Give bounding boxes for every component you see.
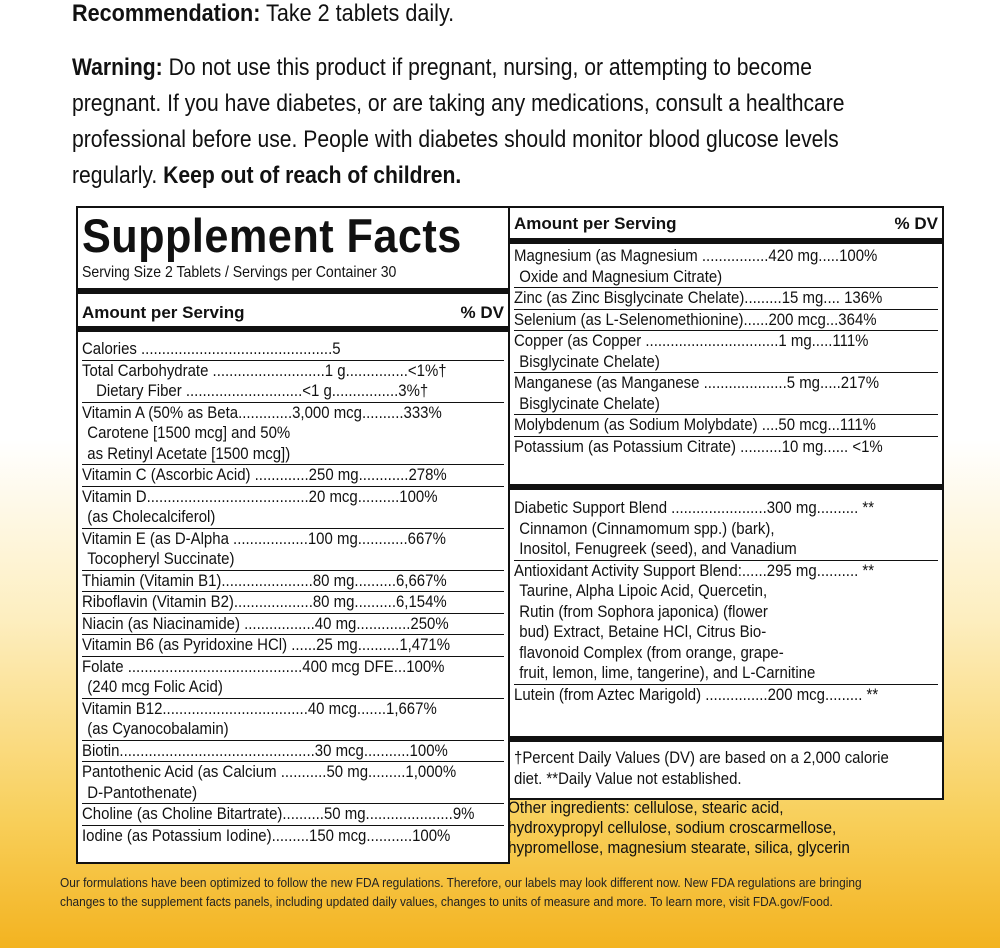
nutrient-row xyxy=(82,507,504,529)
nutrient-row-text: Niacin (as Niacinamide) .................40 mg.............250% xyxy=(82,613,449,633)
left-nutrient-rows xyxy=(82,339,504,846)
nutrient-row xyxy=(82,762,504,783)
nutrient-row xyxy=(514,352,938,374)
nutrient-row xyxy=(82,804,504,826)
nutrient-row-text: Oxide and Magnesium Citrate) xyxy=(519,266,723,286)
recommendation xyxy=(72,0,942,32)
supplement-facts-right-panel xyxy=(508,206,944,800)
nutrient-row-text: Bisglycinate Chelate) xyxy=(519,351,660,371)
nutrient-row xyxy=(82,571,504,593)
nutrient-row-text: Copper (as Copper ................................1 mg.....111% xyxy=(514,331,869,350)
other-ingredients-line-1: Other ingredients: cellulose, stearic acid, xyxy=(508,798,784,817)
nutrient-row-text: Total Carbohydrate ...........................1 g...............<1%† xyxy=(82,360,447,380)
warning-line-3: professional before use. People with diabetes should monitor blood glucose levels xyxy=(72,126,839,153)
fda-notice-line-2: changes to the supplement facts panels, including updated daily values, changes to units of measure and more. To learn more, visit FDA.gov/Food. xyxy=(60,895,833,909)
nutrient-row-text: (as Cholecalciferol) xyxy=(87,507,216,526)
footnote-dv: †Percent Daily Values (DV) are based on a 2,000 calorie xyxy=(514,748,889,767)
nutrient-row-text: flavonoid Complex (from orange, grape- xyxy=(519,642,784,662)
amount-per-serving-label: Amount per Serving xyxy=(514,214,677,233)
nutrient-row xyxy=(82,361,504,382)
warning-emphasis: Keep out of reach of children. xyxy=(163,162,462,189)
nutrient-row-text: Folate ..........................................400 mcg DFE...100% xyxy=(82,656,445,676)
supplement-facts-left-panel xyxy=(76,206,510,864)
nutrient-row-text: Selenium (as L-Selenomethionine)......200 mcg...364% xyxy=(514,309,877,329)
nutrient-row-text: Potassium (as Potassium Citrate) ..........10 mg...... <1% xyxy=(514,436,883,456)
nutrient-row-text: Inositol, Fenugreek (seed), and Vanadium xyxy=(519,539,797,558)
footnotes xyxy=(514,748,938,789)
nutrient-row-text: Cinnamon (Cinnamomum spp.) (bark), xyxy=(519,518,775,538)
nutrient-row-text: Zinc (as Zinc Bisglycinate Chelate).........15 mg.... 136% xyxy=(514,288,883,307)
nutrient-row xyxy=(82,741,504,763)
nutrient-row-text: Antioxidant Activity Support Blend:......295 mg.......... ** xyxy=(514,560,875,580)
other-ingredients-line-2: hydroxypropyl cellulose, sodium croscarmellose, xyxy=(508,818,837,837)
thick-divider xyxy=(510,484,942,490)
dv-label: % DV xyxy=(460,303,504,322)
nutrient-row-text: Manganese (as Manganese ....................5 mg.....217% xyxy=(514,373,880,392)
nutrient-row-text: Vitamin D.......................................20 mcg..........100% xyxy=(82,486,438,506)
nutrient-row xyxy=(514,519,938,540)
nutrient-row-text: Lutein (from Aztec Marigold) ...............200 mcg......... ** xyxy=(514,684,879,704)
nutrient-row xyxy=(82,529,504,550)
thick-divider xyxy=(78,326,508,332)
nutrient-row xyxy=(82,549,504,571)
nutrient-row xyxy=(82,783,504,805)
nutrient-row xyxy=(514,539,938,561)
thick-divider xyxy=(78,288,508,294)
warning-label: Warning: xyxy=(72,54,163,81)
nutrient-row-text: Taurine, Alpha Lipoic Acid, Quercetin, xyxy=(519,581,768,600)
nutrient-row xyxy=(82,423,504,444)
nutrient-row xyxy=(514,394,938,416)
thick-divider xyxy=(510,238,942,244)
nutrient-row xyxy=(514,246,938,267)
nutrient-row-text: Carotene [1500 mcg] and 50% xyxy=(87,423,291,442)
nutrient-row-text: Calories ..............................................5 xyxy=(82,339,341,358)
nutrient-row-text: Vitamin A (50% as Beta.............3,000 mcg..........333% xyxy=(82,402,442,422)
warning-line-4: regularly. xyxy=(72,162,164,189)
nutrient-row xyxy=(82,487,504,508)
nutrient-row xyxy=(82,677,504,699)
nutrient-row-text: Thiamin (Vitamin B1)......................80 mg..........6,667% xyxy=(82,570,447,590)
nutrient-row-text: Molybdenum (as Sodium Molybdate) ....50 mcg...111% xyxy=(514,415,876,434)
thick-divider xyxy=(510,736,942,742)
nutrient-row-text: Biotin...............................................30 mcg...........100% xyxy=(82,740,448,760)
nutrient-row xyxy=(514,581,938,602)
nutrient-row xyxy=(514,331,938,352)
nutrient-row xyxy=(514,373,938,394)
nutrient-row-text: Vitamin E (as D-Alpha ..................100 mg............667% xyxy=(82,528,446,548)
nutrient-row-text: Choline (as Choline Bitartrate)..........50 mg.....................9% xyxy=(82,804,475,823)
nutrient-row xyxy=(82,657,504,678)
nutrient-row-text: bud) Extract, Betaine HCl, Citrus Bio- xyxy=(519,622,767,641)
nutrient-row xyxy=(514,643,938,664)
fda-notice-line-1: Our formulations have been optimized to follow the new FDA regulations. Therefore, our labels may look different now. New FDA regulations are bringing xyxy=(60,876,862,890)
other-ingredients xyxy=(508,798,940,862)
nutrient-row-text: Dietary Fiber ............................<1 g................3%† xyxy=(96,381,429,400)
nutrient-row xyxy=(82,719,504,741)
nutrient-row xyxy=(514,288,938,310)
nutrient-row xyxy=(514,561,938,582)
recommendation-label: Recommendation: xyxy=(72,0,261,27)
nutrient-row-text: Tocopheryl Succinate) xyxy=(87,549,235,568)
nutrient-row xyxy=(82,592,504,614)
nutrient-row xyxy=(514,267,938,289)
nutrient-row xyxy=(514,437,938,458)
nutrient-row xyxy=(82,614,504,636)
fda-notice xyxy=(60,874,950,912)
warning-line-2: pregnant. If you have diabetes, or are taking any medications, consult a healthcare xyxy=(72,90,845,117)
nutrient-row xyxy=(82,699,504,720)
nutrient-row-text: Pantothenic Acid (as Calcium ...........50 mg.........1,000% xyxy=(82,762,457,781)
nutrient-row-text: Vitamin C (Ascorbic Acid) .............250 mg............278% xyxy=(82,465,447,484)
serving-size: Serving Size 2 Tablets / Servings per Container 30 xyxy=(82,264,397,281)
nutrient-row xyxy=(82,826,504,847)
nutrient-row xyxy=(514,602,938,623)
warning-line-1: Do not use this product if pregnant, nursing, or attempting to become xyxy=(162,54,812,81)
recommendation-text: Take 2 tablets daily. xyxy=(260,0,455,27)
right-nutrient-rows xyxy=(514,246,938,457)
nutrient-row-text: Magnesium (as Magnesium ................420 mg.....100% xyxy=(514,246,878,265)
blend-rows xyxy=(514,498,938,705)
nutrient-row-text: (240 mcg Folic Acid) xyxy=(87,677,223,696)
nutrient-row xyxy=(82,465,504,487)
nutrient-row xyxy=(514,622,938,643)
nutrient-row xyxy=(82,635,504,657)
nutrient-row-text: D-Pantothenate) xyxy=(87,782,198,802)
nutrient-row-text: Diabetic Support Blend .......................300 mg.......... ** xyxy=(514,498,875,517)
nutrient-row xyxy=(82,444,504,466)
nutrient-row xyxy=(514,415,938,437)
nutrient-row-text: Vitamin B12...................................40 mcg.......1,667% xyxy=(82,698,437,718)
supplement-facts-title: Supplement Facts xyxy=(82,209,462,262)
amount-per-serving-label: Amount per Serving xyxy=(82,303,245,322)
other-ingredients-line-3: hypromellose, magnesium stearate, silica, glycerin xyxy=(508,838,850,857)
nutrient-row-text: fruit, lemon, lime, tangerine), and L-Carnitine xyxy=(519,663,816,682)
nutrient-row xyxy=(514,663,938,685)
warning xyxy=(72,50,942,194)
dv-label: % DV xyxy=(894,214,938,233)
nutrient-row-text: Iodine (as Potassium Iodine).........150 mcg...........100% xyxy=(82,825,451,845)
amount-header-left xyxy=(82,303,504,323)
nutrient-row-text: (as Cyanocobalamin) xyxy=(87,719,229,738)
footnote-not-established: diet. **Daily Value not established. xyxy=(514,768,742,788)
nutrient-row-text: Rutin (from Sophora japonica) (flower xyxy=(519,601,768,621)
nutrient-row xyxy=(82,339,504,361)
nutrient-row-text: Riboflavin (Vitamin B2)...................80 mg..........6,154% xyxy=(82,592,447,611)
nutrient-row xyxy=(514,498,938,519)
nutrient-row-text: Bisglycinate Chelate) xyxy=(519,393,660,413)
amount-header-right xyxy=(514,214,938,234)
nutrient-row xyxy=(82,381,504,403)
nutrient-row xyxy=(514,685,938,706)
nutrient-row-text: Vitamin B6 (as Pyridoxine HCl) ......25 mg..........1,471% xyxy=(82,635,451,654)
nutrient-row xyxy=(82,403,504,424)
nutrient-row-text: as Retinyl Acetate [1500 mcg]) xyxy=(87,443,291,463)
nutrient-row xyxy=(514,310,938,332)
